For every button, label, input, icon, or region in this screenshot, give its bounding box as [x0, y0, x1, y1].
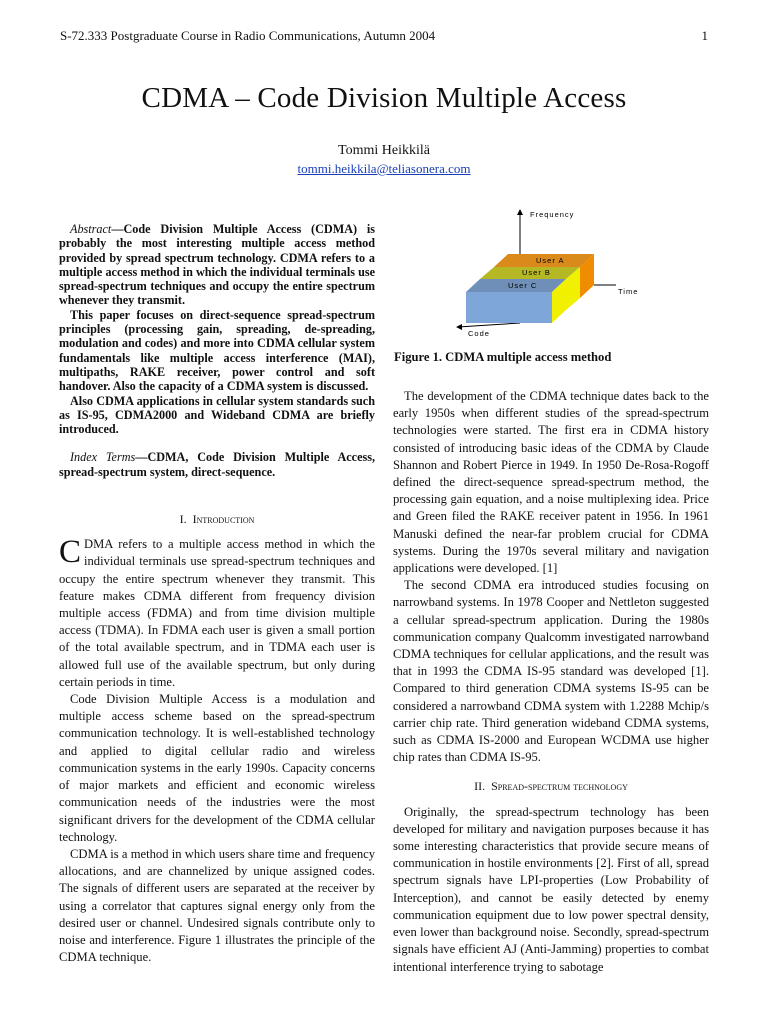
intro-paragraph-3: CDMA is a method in which users share time and frequency allocations, and are channelized by unique assigned codes. The signals of different users are separated at the receiver by using a correlator that captures signal energy only from the desired user or channel. Undesired signals contribute only to noise and interference. Figure 1 illustrates the principle of the CDMA technique. [59, 846, 375, 965]
frequency-arrow-icon [517, 209, 523, 215]
code-axis [458, 323, 520, 327]
abstract [59, 222, 375, 436]
author-email [0, 161, 768, 177]
abstract-lead: Abstract [70, 222, 112, 236]
abstract-paragraph-3: Also CDMA applications in cellular system standards such as IS-95, CDMA2000 and Wideband CDMA are briefly introduced. [59, 393, 375, 437]
figure-caption: Figure 1. CDMA multiple access method [394, 350, 612, 364]
paper-title: CDMA – Code Division Multiple Access [141, 82, 627, 114]
abstract-paragraph-1 [59, 222, 375, 308]
section-1-number: I. [179, 512, 187, 527]
intro-paragraph-1 [59, 536, 375, 691]
right-column [393, 388, 709, 976]
left-column [59, 222, 375, 966]
history-paragraph-2: The second CDMA era introduced studies focusing on narrowband systems. In 1978 Cooper and Nettleton suggested a cellular spread-spectrum application. During the 1980s communication company Qualcomm investigated narrowband CDMA techniques for cellular applications, and the result was that in 1993 the CDMA IS-95 standard was developed [1]. Compared to third generation CDMA systems IS-95 can be considered a narrowband CDMA system with 1.2288 Mchip/s carrier chip rate. Third generation wideband CDMA systems, such as CDMA IS-2000 and European WCDMA use higher chip rates than CDMA IS-95. [393, 578, 709, 765]
user-c-label: User C [508, 281, 538, 290]
section-2-heading [393, 778, 709, 795]
intro-paragraph-2: Code Division Multiple Access is a modulation and multiple access scheme based on the spread-spectrum communication technology. It is well-established technology and applied to digital cellular radio and wireless communication systems in the early 1990s. Capacity concerns of major markets and efficient and economic wireless communication needs of the industries were the most significant drivers for the development of the CDMA cellular technology. [59, 692, 375, 844]
section-1-title: Introduction [192, 512, 255, 527]
index-terms [59, 450, 375, 479]
spread-spectrum-paragraph: Originally, the spread-spectrum technology has been developed for military and navigation purposes because it has some interesting characteristics that provide secure means of communication in hostile environments [2]. First of all, spread spectrum signals have LPI-properties (Low Probability of Interception), and cannot be easily detected by enemy communication equipment due to low power spectral density, even lower than background noise. Secondly, spread-spectrum signals have efficient AJ (Anti-Jamming) properties to combat intentional interference trying to sabotage [393, 804, 709, 974]
course-title: S-72.333 Postgraduate Course in Radio Communications, Autumn 2004 [60, 28, 436, 43]
abstract-text-1: —Code Division Multiple Access (CDMA) is probably the most interesting multiple access method provided by spread spectrum technology. CDMA refers to a multiple access method in which the individual terminals use spread-spectrum techniques and occupy the entire spectrum whenever they transmit. [59, 222, 375, 308]
front-face [466, 292, 552, 323]
code-label: Code [468, 329, 490, 338]
running-header [60, 28, 708, 44]
code-arrow-icon [456, 324, 462, 330]
user-a-label: User A [536, 256, 565, 265]
section-2-number: II. [474, 779, 486, 794]
drop-cap: C [59, 534, 82, 571]
email-link[interactable]: tommi.heikkila@teliasonera.com [297, 161, 471, 176]
abstract-paragraph-2: This paper focuses on direct-sequence spread-spectrum principles (processing gain, spreading, de-spreading, modulation and codes) and more into CDMA cellular system fundamentals like multiple access interference (MAI), multipaths, RAKE receiver, power control and soft handover. Also the capacity of a CDMA system is discussed. [59, 307, 375, 394]
index-terms-lead: Index Terms [70, 450, 136, 465]
section-1-heading [59, 511, 375, 528]
user-b-label: User B [522, 268, 551, 277]
cdma-figure [440, 205, 640, 345]
author-name: Tommi Heikkilä [338, 143, 430, 158]
intro-text-1: DMA refers to a multiple access method in which the individual terminals use spread-spectrum techniques and occupy the entire spectrum whenever they transmit. This feature makes CDMA different from frequency division multiple access (FDMA) and from time division multiple access (TDMA). In FDMA each user is given a small portion of the total available spectrum, and in TDMA each user is allowed full use of the available spectrum, but only during certain periods in time. [59, 537, 375, 689]
frequency-label: Frequency [530, 210, 575, 219]
index-terms-text: —CDMA, Code Division Multiple Access, spread-spectrum system, direct-sequence. [59, 450, 376, 479]
history-paragraph-1: The development of the CDMA technique dates back to the early 1950s when different studies of the spread-spectrum technologies were started. The first era in CDMA history consisted of introducing basic ideas of the CDMA by Claude Shannon and Robert Pierce in 1949. In 1950 De-Rosa-Rogoff defined the direct-sequence spread-spectrum method, the processing gain equation, and a noise multiplexing idea. Price and Green filed the RAKE receiver patent in 1956. In 1961 Manuski defined the near-far problem crucial for CDMA systems. During the 1970s several military and navigation applications were developed. [1] [393, 389, 709, 576]
time-label: Time [618, 287, 639, 296]
section-2-title: Spread-spectrum technology [491, 779, 628, 794]
page-number: 1 [701, 28, 708, 43]
